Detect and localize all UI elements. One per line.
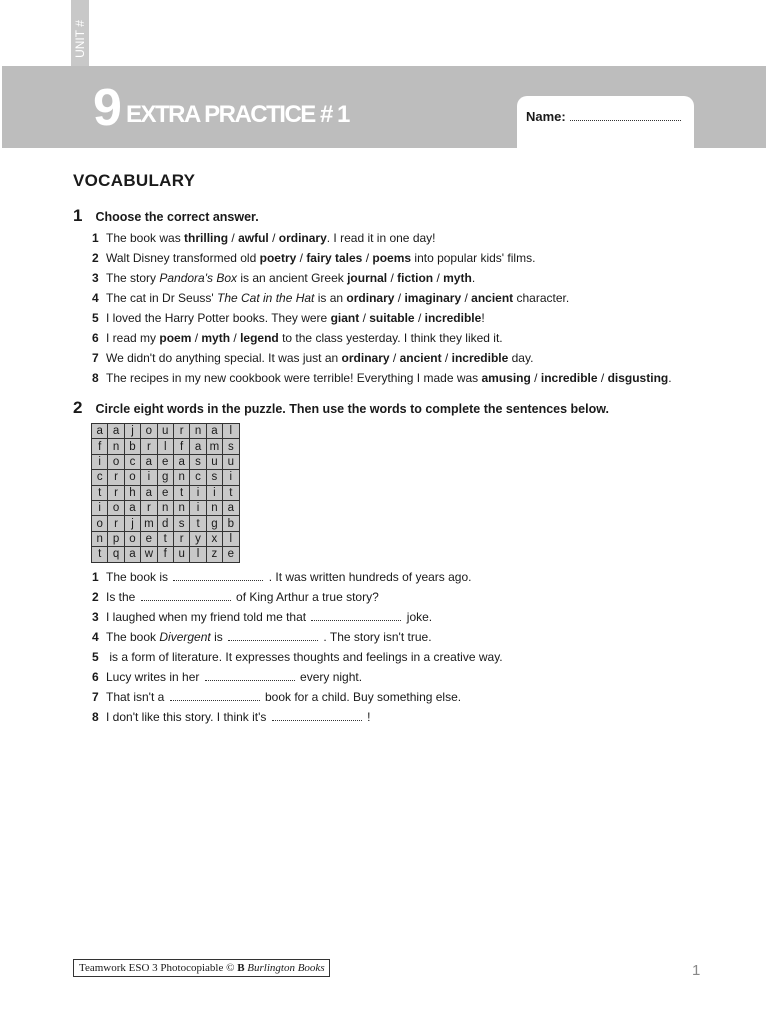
item-text: . I read it in one day!: [326, 231, 436, 245]
item-number: 3: [92, 610, 99, 624]
puzzle-cell[interactable]: r: [173, 424, 189, 439]
puzzle-cell[interactable]: m: [206, 439, 222, 454]
exercise-1-item: [92, 370, 672, 390]
item-text: /: [394, 291, 405, 305]
puzzle-cell[interactable]: z: [206, 547, 222, 562]
exercise-2-item: [92, 569, 503, 589]
item-text: We didn't do anything special. It was just an: [106, 351, 342, 365]
puzzle-cell[interactable]: a: [173, 454, 189, 469]
puzzle-cell[interactable]: b: [124, 439, 140, 454]
answer-option[interactable]: myth: [201, 331, 231, 345]
puzzle-cell[interactable]: i: [92, 500, 108, 515]
item-text: /: [597, 371, 608, 385]
answer-blank[interactable]: [205, 671, 295, 681]
puzzle-cell[interactable]: l: [223, 424, 239, 439]
puzzle-cell[interactable]: a: [141, 454, 157, 469]
puzzle-cell[interactable]: s: [190, 454, 206, 469]
item-text: .: [668, 371, 672, 385]
answer-option[interactable]: awful: [238, 231, 269, 245]
section-title: VOCABULARY: [73, 171, 196, 190]
puzzle-cell[interactable]: q: [108, 547, 124, 562]
exercise-2-list: [92, 569, 503, 729]
puzzle-cell[interactable]: p: [108, 531, 124, 546]
exercise-2-item: [92, 689, 503, 709]
puzzle-cell[interactable]: w: [141, 547, 157, 562]
puzzle-row: [92, 547, 240, 562]
puzzle-row: [92, 424, 240, 439]
puzzle-cell[interactable]: i: [223, 470, 239, 485]
answer-option[interactable]: ancient: [471, 291, 514, 305]
answer-blank[interactable]: [170, 691, 260, 701]
item-text: I don't like this story. I think it's: [106, 710, 270, 724]
item-text: book for a child. Buy something else.: [261, 690, 462, 704]
answer-blank[interactable]: [141, 591, 231, 601]
puzzle-cell[interactable]: e: [157, 454, 173, 469]
puzzle-row: [92, 516, 240, 531]
puzzle-cell[interactable]: r: [141, 500, 157, 515]
item-text: /: [268, 231, 279, 245]
item-number: 4: [92, 291, 99, 305]
exercise-1-number: 1: [73, 206, 83, 225]
item-number: 1: [92, 231, 99, 245]
puzzle-cell[interactable]: l: [190, 547, 206, 562]
item-text: character.: [513, 291, 570, 305]
puzzle-cell[interactable]: l: [223, 531, 239, 546]
publisher-logo-icon: B: [237, 962, 245, 974]
puzzle-cell[interactable]: t: [157, 531, 173, 546]
puzzle-row: [92, 485, 240, 500]
puzzle-cell[interactable]: a: [124, 500, 140, 515]
name-box: [517, 96, 694, 152]
item-number: 2: [92, 251, 99, 265]
exercise-2-number: 2: [73, 398, 83, 417]
exercise-1-header: [73, 206, 259, 226]
puzzle-cell[interactable]: a: [141, 485, 157, 500]
exercise-1-item: [92, 290, 672, 310]
puzzle-cell[interactable]: m: [141, 516, 157, 531]
item-text: /: [387, 271, 398, 285]
puzzle-cell[interactable]: f: [173, 439, 189, 454]
item-text: of King Arthur a true story?: [232, 590, 379, 604]
puzzle-cell[interactable]: u: [206, 454, 222, 469]
answer-option[interactable]: suitable: [369, 311, 415, 325]
exercise-1-item: [92, 310, 672, 330]
puzzle-cell[interactable]: t: [223, 485, 239, 500]
item-text: The story: [106, 271, 160, 285]
item-text: day.: [508, 351, 534, 365]
puzzle-cell[interactable]: t: [92, 485, 108, 500]
puzzle-cell[interactable]: i: [190, 500, 206, 515]
answer-option[interactable]: poem: [159, 331, 192, 345]
puzzle-cell[interactable]: s: [206, 470, 222, 485]
puzzle-cell[interactable]: y: [190, 531, 206, 546]
item-number: 1: [92, 570, 99, 584]
item-number: 7: [92, 690, 99, 704]
item-text: Pandora's Box: [159, 271, 238, 285]
exercise-2-item: [92, 589, 503, 609]
exercise-1-item: [92, 230, 672, 250]
exercise-2-header: [73, 398, 609, 418]
exercise-1-list: [92, 230, 672, 390]
puzzle-cell[interactable]: x: [206, 531, 222, 546]
footer-copyright: [73, 959, 330, 977]
puzzle-cell[interactable]: f: [157, 547, 173, 562]
puzzle-cell[interactable]: a: [108, 424, 124, 439]
item-text: The cat in Dr Seuss': [106, 291, 217, 305]
answer-option[interactable]: ancient: [399, 351, 442, 365]
item-text: Is the: [106, 590, 139, 604]
item-text: /: [296, 251, 307, 265]
item-text: /: [362, 251, 373, 265]
item-text: The book was: [106, 231, 185, 245]
word-search-puzzle: [91, 423, 240, 563]
puzzle-cell[interactable]: e: [223, 547, 239, 562]
puzzle-cell[interactable]: n: [173, 500, 189, 515]
exercise-2-item: [92, 609, 503, 629]
puzzle-cell[interactable]: e: [157, 485, 173, 500]
puzzle-cell[interactable]: u: [223, 454, 239, 469]
item-number: 5: [92, 650, 99, 664]
puzzle-cell[interactable]: h: [124, 485, 140, 500]
puzzle-cell[interactable]: s: [173, 516, 189, 531]
item-number: 8: [92, 371, 99, 385]
puzzle-cell[interactable]: g: [206, 516, 222, 531]
puzzle-cell[interactable]: j: [124, 516, 140, 531]
answer-option[interactable]: giant: [330, 311, 360, 325]
item-text: Lucy writes in her: [106, 670, 203, 684]
exercise-1-instruction: Choose the correct answer.: [95, 210, 259, 224]
puzzle-cell[interactable]: o: [124, 531, 140, 546]
page-number: 1: [692, 962, 701, 979]
item-text: /: [359, 311, 370, 325]
puzzle-cell[interactable]: r: [108, 470, 124, 485]
puzzle-cell[interactable]: n: [108, 439, 124, 454]
exercise-2-item: [92, 669, 503, 689]
answer-blank[interactable]: [311, 611, 401, 621]
item-text: That isn't a: [106, 690, 168, 704]
answer-option[interactable]: incredible: [540, 371, 598, 385]
puzzle-cell[interactable]: t: [92, 547, 108, 562]
answer-option[interactable]: amusing: [481, 371, 531, 385]
puzzle-cell[interactable]: t: [190, 516, 206, 531]
puzzle-cell[interactable]: n: [173, 470, 189, 485]
puzzle-cell[interactable]: o: [108, 500, 124, 515]
puzzle-cell[interactable]: r: [173, 531, 189, 546]
exercise-2-instruction: Circle eight words in the puzzle. Then use the words to complete the sentences below.: [95, 402, 609, 416]
item-text: /: [433, 271, 444, 285]
unit-number: 9: [93, 79, 120, 137]
item-text: I read my: [106, 331, 160, 345]
puzzle-cell[interactable]: l: [157, 439, 173, 454]
item-number: 6: [92, 670, 99, 684]
puzzle-row: [92, 454, 240, 469]
puzzle-cell[interactable]: o: [141, 424, 157, 439]
item-text: is an ancient Greek: [237, 271, 348, 285]
item-text: I laughed when my friend told me that: [106, 610, 310, 624]
answer-option[interactable]: disgusting: [607, 371, 669, 385]
puzzle-cell[interactable]: r: [108, 516, 124, 531]
item-number: 2: [92, 590, 99, 604]
item-text: .: [471, 271, 476, 285]
item-text: /: [414, 311, 425, 325]
item-text: /: [389, 351, 400, 365]
puzzle-cell[interactable]: a: [206, 424, 222, 439]
item-text: The book is: [106, 570, 172, 584]
puzzle-row: [92, 531, 240, 546]
puzzle-cell[interactable]: c: [124, 454, 140, 469]
puzzle-cell[interactable]: c: [190, 470, 206, 485]
answer-option[interactable]: thrilling: [184, 231, 229, 245]
item-text: /: [228, 231, 239, 245]
exercise-1-item: [92, 330, 672, 350]
item-text: . It was written hundreds of years ago.: [265, 570, 472, 584]
puzzle-cell[interactable]: c: [92, 470, 108, 485]
item-text: The Cat in the Hat: [217, 291, 315, 305]
puzzle-cell[interactable]: o: [124, 470, 140, 485]
item-text: /: [461, 291, 472, 305]
puzzle-cell[interactable]: n: [157, 500, 173, 515]
puzzle-cell[interactable]: i: [92, 454, 108, 469]
item-text: /: [191, 331, 202, 345]
answer-blank[interactable]: [272, 711, 362, 721]
puzzle-cell[interactable]: i: [206, 485, 222, 500]
item-text: !: [363, 710, 371, 724]
footer-text: Teamwork ESO 3 Photocopiable ©: [79, 962, 238, 974]
item-text: I loved the Harry Potter books. They were: [106, 311, 331, 325]
puzzle-cell[interactable]: b: [223, 516, 239, 531]
puzzle-cell[interactable]: a: [190, 439, 206, 454]
answer-option[interactable]: ordinary: [278, 231, 327, 245]
puzzle-cell[interactable]: n: [92, 531, 108, 546]
answer-option[interactable]: fairy tales: [306, 251, 363, 265]
puzzle-cell[interactable]: n: [206, 500, 222, 515]
answer-option[interactable]: fiction: [397, 271, 434, 285]
item-text: The recipes in my new cookbook were terrible! Everything I made was: [106, 371, 482, 385]
puzzle-cell[interactable]: r: [108, 485, 124, 500]
answer-option[interactable]: ordinary: [346, 291, 395, 305]
puzzle-cell[interactable]: o: [108, 454, 124, 469]
answer-option[interactable]: legend: [240, 331, 279, 345]
item-text: Walt Disney transformed old: [106, 251, 260, 265]
puzzle-cell[interactable]: f: [92, 439, 108, 454]
exercise-2-item: [92, 649, 503, 669]
item-number: 3: [92, 271, 99, 285]
item-number: 8: [92, 710, 99, 724]
puzzle-cell[interactable]: r: [141, 439, 157, 454]
puzzle-row: [92, 500, 240, 515]
puzzle-cell[interactable]: a: [92, 424, 108, 439]
exercise-1-item: [92, 250, 672, 270]
exercise-1-item: [92, 350, 672, 370]
item-text: is an: [314, 291, 347, 305]
footer-publisher: Burlington Books: [247, 962, 325, 974]
item-number: 6: [92, 331, 99, 345]
item-text: /: [230, 331, 241, 345]
answer-option[interactable]: poems: [372, 251, 412, 265]
item-number: 4: [92, 630, 99, 644]
puzzle-row: [92, 439, 240, 454]
answer-blank[interactable]: [173, 571, 263, 581]
puzzle-cell[interactable]: i: [141, 470, 157, 485]
item-text: joke.: [403, 610, 433, 624]
puzzle-cell[interactable]: j: [124, 424, 140, 439]
answer-option[interactable]: poetry: [259, 251, 297, 265]
answer-option[interactable]: incredible: [451, 351, 509, 365]
puzzle-row: [92, 470, 240, 485]
answer-option[interactable]: myth: [443, 271, 472, 285]
puzzle-cell[interactable]: o: [92, 516, 108, 531]
exercise-2-item: [92, 709, 503, 729]
item-text: The book: [106, 630, 160, 644]
answer-option[interactable]: incredible: [424, 311, 482, 325]
item-text: /: [530, 371, 541, 385]
page-title: EXTRA PRACTICE # 1: [126, 101, 349, 128]
answer-option[interactable]: imaginary: [404, 291, 462, 305]
item-number: 7: [92, 351, 99, 365]
item-text: every night.: [296, 670, 363, 684]
name-label: Name:: [526, 109, 566, 124]
puzzle-cell[interactable]: u: [157, 424, 173, 439]
name-field[interactable]: [570, 120, 681, 121]
puzzle-cell[interactable]: s: [223, 439, 239, 454]
exercise-1-item: [92, 270, 672, 290]
puzzle-cell[interactable]: a: [223, 500, 239, 515]
item-text: to the class yesterday. I think they liked it.: [278, 331, 503, 345]
item-text: Divergent: [159, 630, 211, 644]
item-text: . The story isn't true.: [320, 630, 432, 644]
item-text: is: [210, 630, 227, 644]
puzzle-cell[interactable]: n: [190, 424, 206, 439]
puzzle-cell[interactable]: g: [157, 470, 173, 485]
exercise-2-item: [92, 629, 503, 649]
answer-option[interactable]: ordinary: [341, 351, 390, 365]
puzzle-cell[interactable]: u: [173, 547, 189, 562]
item-text: !: [481, 311, 485, 325]
item-text: /: [441, 351, 452, 365]
puzzle-cell[interactable]: t: [173, 485, 189, 500]
answer-option[interactable]: journal: [347, 271, 388, 285]
puzzle-cell[interactable]: a: [124, 547, 140, 562]
item-text: is a form of literature. It expresses thoughts and feelings in a creative way.: [106, 650, 503, 664]
unit-label: UNIT #: [73, 20, 87, 58]
answer-blank[interactable]: [228, 631, 318, 641]
puzzle-cell[interactable]: d: [157, 516, 173, 531]
item-number: 5: [92, 311, 99, 325]
puzzle-cell[interactable]: i: [190, 485, 206, 500]
item-text: into popular kids' films.: [411, 251, 536, 265]
puzzle-cell[interactable]: e: [141, 531, 157, 546]
